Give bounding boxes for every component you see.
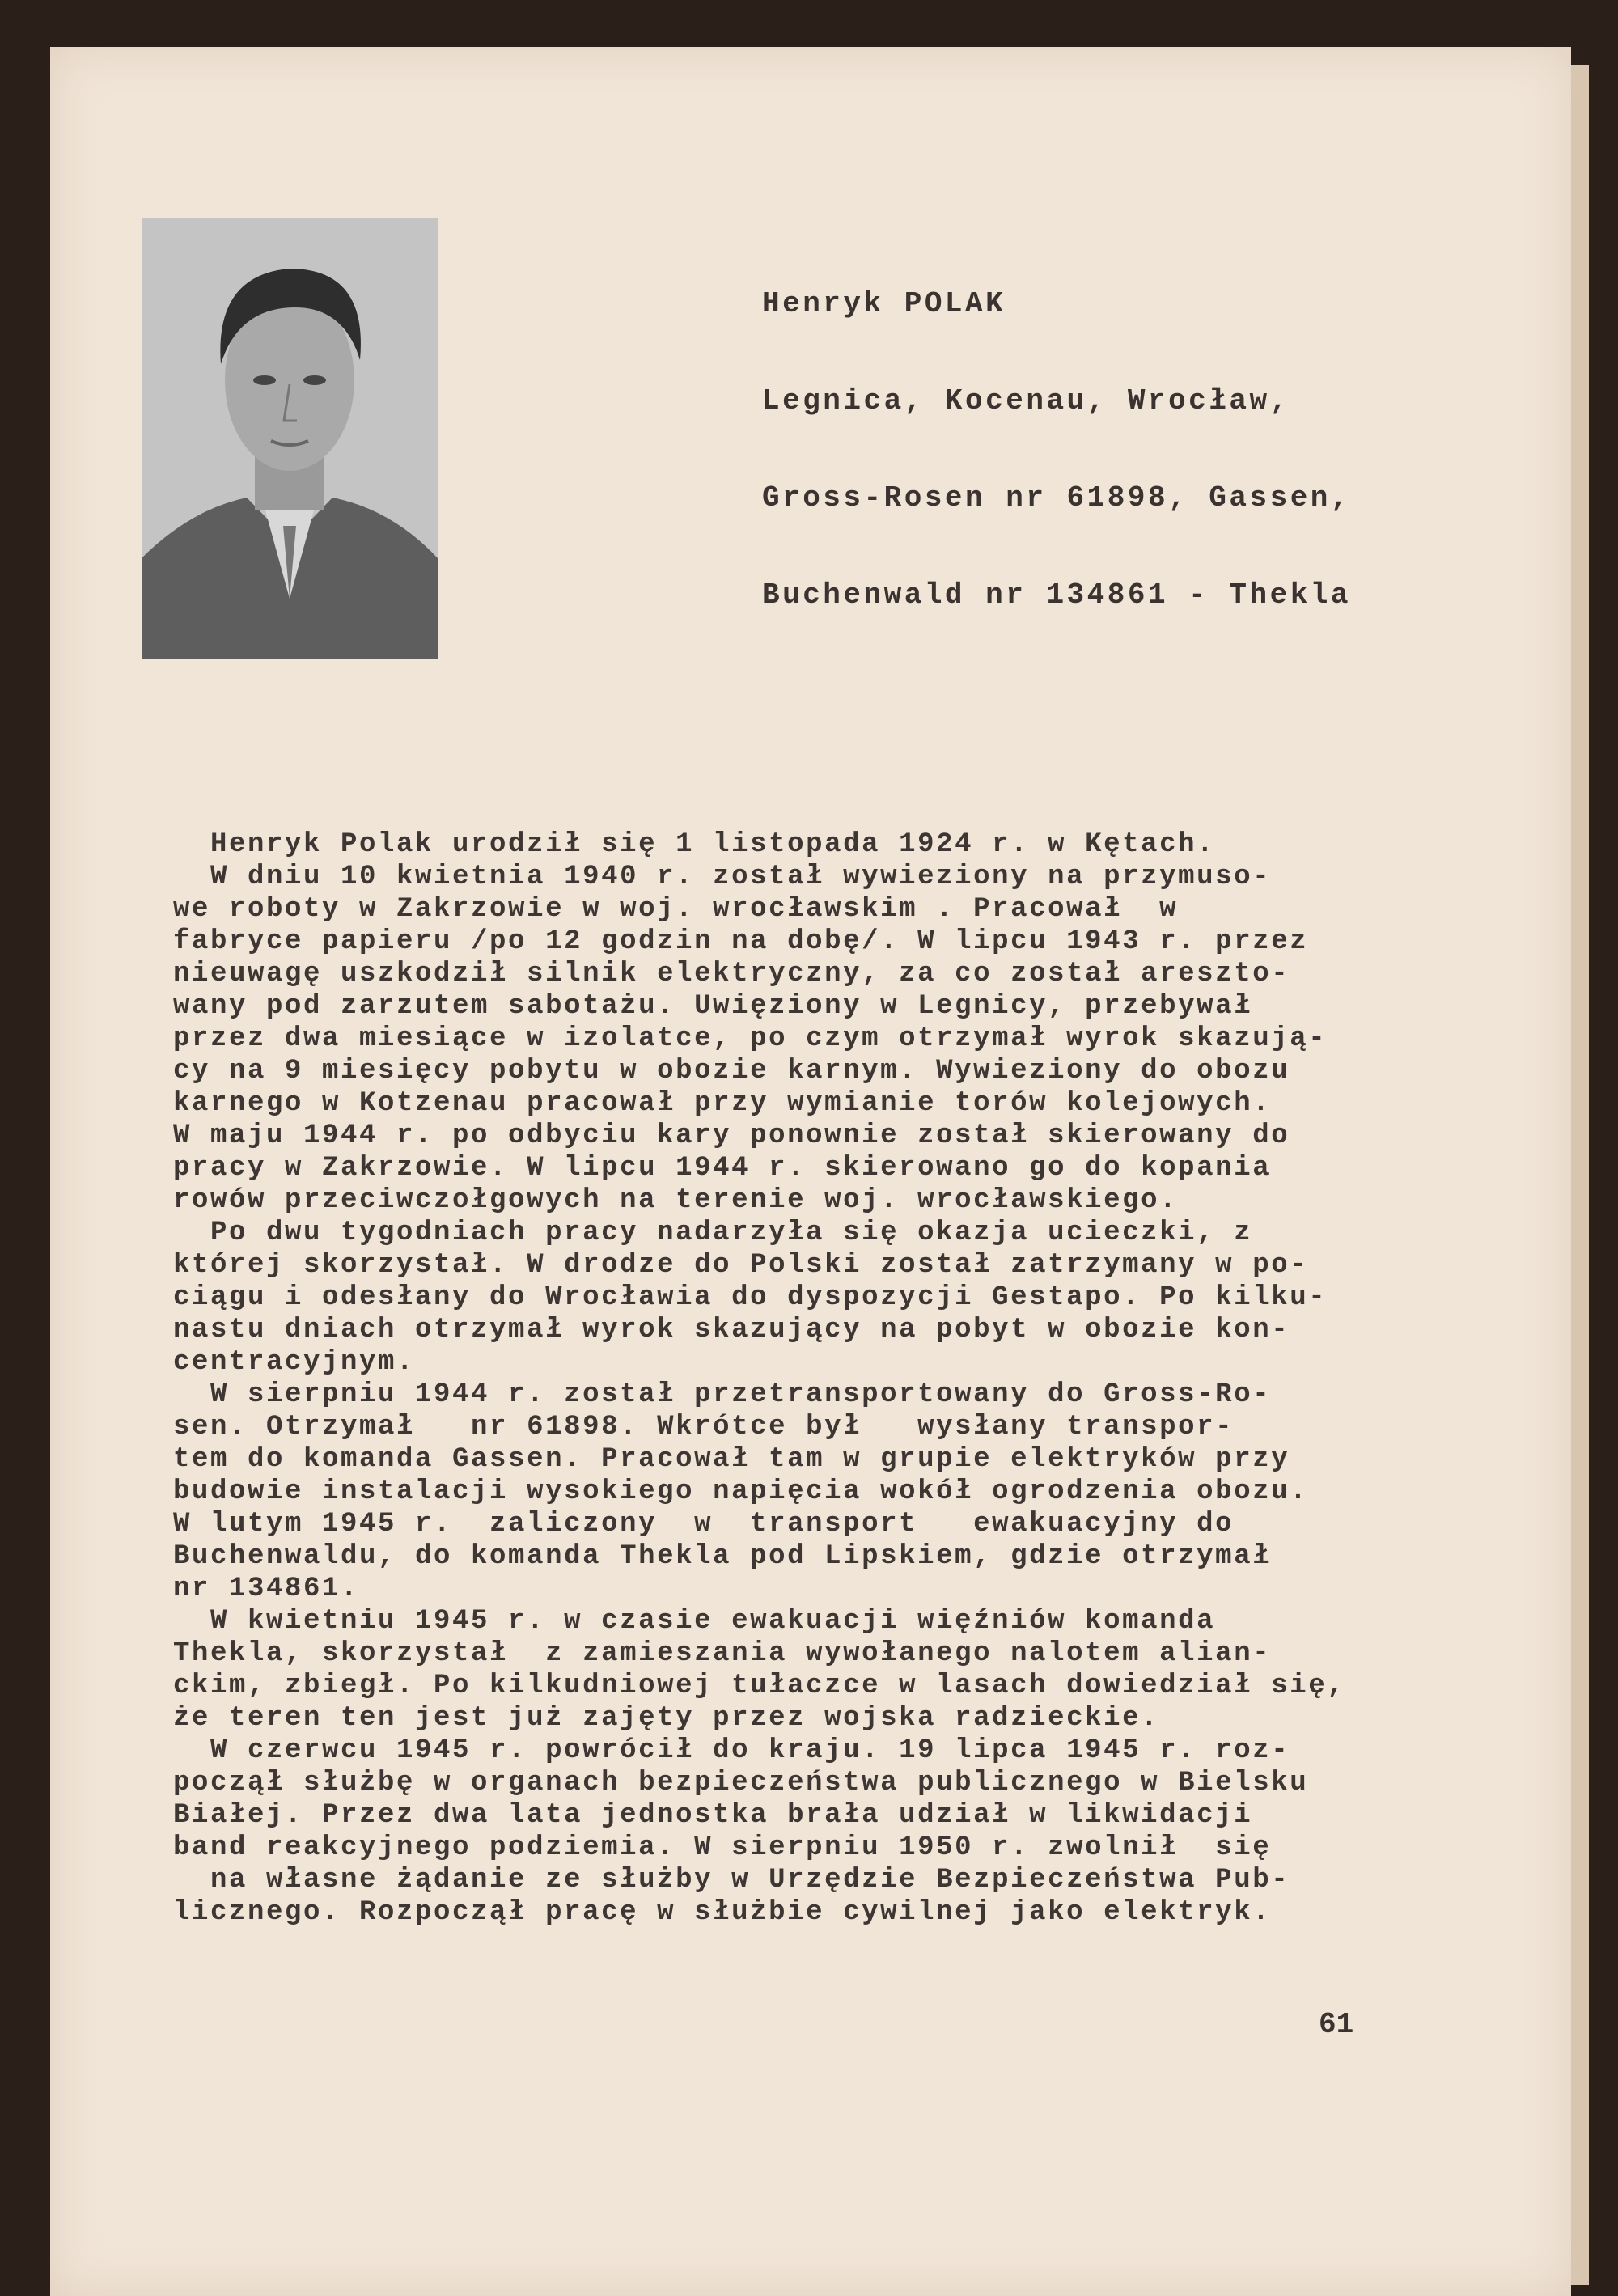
text-line: ckim, zbiegł. Po kilkudniowej tułaczce w lasach dowiedział się, xyxy=(173,1671,1346,1701)
text-line: budowie instalacji wysokiego napięcia wokół ogrodzenia obozu. xyxy=(173,1476,1309,1507)
header-line: Gross-Rosen nr 61898, Gassen, xyxy=(762,481,1352,515)
text-line: Thekla, skorzystał z zamieszania wywołanego nalotem alian- xyxy=(173,1638,1272,1669)
text-line: na własne żądanie ze służby w Urzędzie Bezpieczeństwa Pub- xyxy=(173,1865,1290,1896)
header-line: Legnica, Kocenau, Wrocław, xyxy=(762,384,1290,417)
portrait-photo xyxy=(142,218,438,659)
text-line: że teren ten jest już zajęty przez wojska radzieckie. xyxy=(173,1703,1160,1734)
text-line: nastu dniach otrzymał wyrok skazujący na pobyt w obozie kon- xyxy=(173,1315,1290,1345)
text-line: fabryce papieru /po 12 godzin na dobę/. W lipcu 1943 r. przez xyxy=(173,926,1309,957)
text-line: wany pod zarzutem sabotażu. Uwięziony w Legnicy, przebywał xyxy=(173,991,1253,1022)
prisoner-header xyxy=(762,223,1351,676)
text-line: centracyjnym. xyxy=(173,1347,416,1378)
header-line: Buchenwald nr 134861 - Thekla xyxy=(762,578,1352,612)
text-line: Henryk Polak urodził się 1 listopada 1924 r. w Kętach. xyxy=(173,829,1216,860)
text-line: Po dwu tygodniach pracy nadarzyła się okazja ucieczki, z xyxy=(173,1218,1253,1248)
prisoner-name: Henryk POLAK xyxy=(762,287,1006,320)
text-line: Białej. Przez dwa lata jednostka brała udział w likwidacji xyxy=(173,1800,1253,1831)
biography-text xyxy=(173,828,1345,1929)
text-line: nieuwagę uszkodził silnik elektryczny, za co został areszto- xyxy=(173,959,1290,989)
text-line: której skorzystał. W drodze do Polski został zatrzymany w po- xyxy=(173,1250,1309,1281)
text-line: W lutym 1945 r. zaliczony w transport ewakuacyjny do xyxy=(173,1509,1235,1540)
text-line: W sierpniu 1944 r. został przetransportowany do Gross-Ro- xyxy=(173,1379,1272,1410)
text-line: począł służbę w organach bezpieczeństwa publicznego w Bielsku xyxy=(173,1768,1309,1798)
text-line: Buchenwaldu, do komanda Thekla pod Lipskiem, gdzie otrzymał xyxy=(173,1541,1272,1572)
text-line: cy na 9 miesięcy pobytu w obozie karnym. Wywieziony do obozu xyxy=(173,1056,1290,1087)
text-line: we roboty w Zakrzowie w woj. wrocławskim . Pracował w xyxy=(173,894,1179,925)
text-line: band reakcyjnego podziemia. W sierpniu 1950 r. zwolnił się xyxy=(173,1832,1272,1863)
text-line: licznego. Rozpoczął pracę w służbie cywilnej jako elektryk. xyxy=(173,1897,1272,1928)
text-line: rowów przeciwczołgowych na terenie woj. wrocławskiego. xyxy=(173,1185,1179,1216)
text-line: przez dwa miesiące w izolatce, po czym otrzymał wyrok skazują- xyxy=(173,1023,1328,1054)
page-edge xyxy=(1571,65,1589,2285)
document-page xyxy=(50,47,1571,2296)
text-line: karnego w Kotzenau pracował przy wymianie torów kolejowych. xyxy=(173,1088,1272,1119)
text-line: ciągu i odesłany do Wrocławia do dyspozycji Gestapo. Po kilku- xyxy=(173,1282,1328,1313)
text-line: sen. Otrzymał nr 61898. Wkrótce był wysłany transpor- xyxy=(173,1412,1235,1442)
text-line: W dniu 10 kwietnia 1940 r. został wywieziony na przymuso- xyxy=(173,862,1272,892)
text-line: W czerwcu 1945 r. powrócił do kraju. 19 lipca 1945 r. roz- xyxy=(173,1735,1290,1766)
text-line: W maju 1944 r. po odbyciu kary ponownie został skierowany do xyxy=(173,1120,1290,1151)
text-line: pracy w Zakrzowie. W lipcu 1944 r. skierowano go do kopania xyxy=(173,1153,1272,1184)
text-line: tem do komanda Gassen. Pracował tam w grupie elektryków przy xyxy=(173,1444,1290,1475)
page-number: 61 xyxy=(1319,2008,1354,2041)
text-line: nr 134861. xyxy=(173,1574,360,1604)
text-line: W kwietniu 1945 r. w czasie ewakuacji więźniów komanda xyxy=(173,1606,1216,1637)
